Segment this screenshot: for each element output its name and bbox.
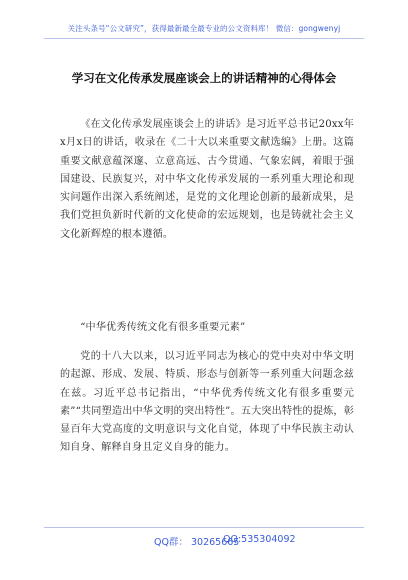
footer-divider [44,527,364,528]
section-quote-heading: “中华优秀传统文化有很多重要元素” [80,322,246,333]
footer-qq-contact: QQ:535304092 [223,534,296,545]
body-paragraph-2: 党的十八大以来，以习近平同志为核心的党中央对中华文明的起源、形成、发展、特质、形态与创新等一系列重大问题念兹在兹。习近平总书记指出，“中华优秀传统文化有很多重要元素”“共同塑造出中华文明的突出特性”。五大突出特性的提炼，彰显百年大党高度的文明意识与文化自觉，体现了中华民族主动认知自身、解释自身且定义自身的能力。 [60,351,355,454]
body-paragraph-1: 《在文化传承发展座谈会上的讲话》是习近平总书记20xx年x月x日的讲话，收录在《二十大以来重要文献选编》上册。这篇重要文献意蕴深邃、立意高远、古今贯通、气象宏阔，着眼于强国建设、民族复兴，对中华文化传承发展的一系列重大理论和现实问题作出深入系统阐述，是党的文化理论创新的最新成果，是我们党担负新时代新的文化使命的宏远规划，也是铸就社会主义文化新辉煌的根本遵循。 [60,119,354,240]
footer-qq-group: QQ群： 30265665 [154,537,240,548]
header-notice: 关注头条号“公文研究”，获得最新最全最专业的公文资料库！ 微信：gongwenyj [67,24,341,33]
footer [0,534,408,550]
document-title: 学习在文化传承发展座谈会上的讲话精神的心得体会 [71,71,337,85]
header-divider [44,38,364,39]
